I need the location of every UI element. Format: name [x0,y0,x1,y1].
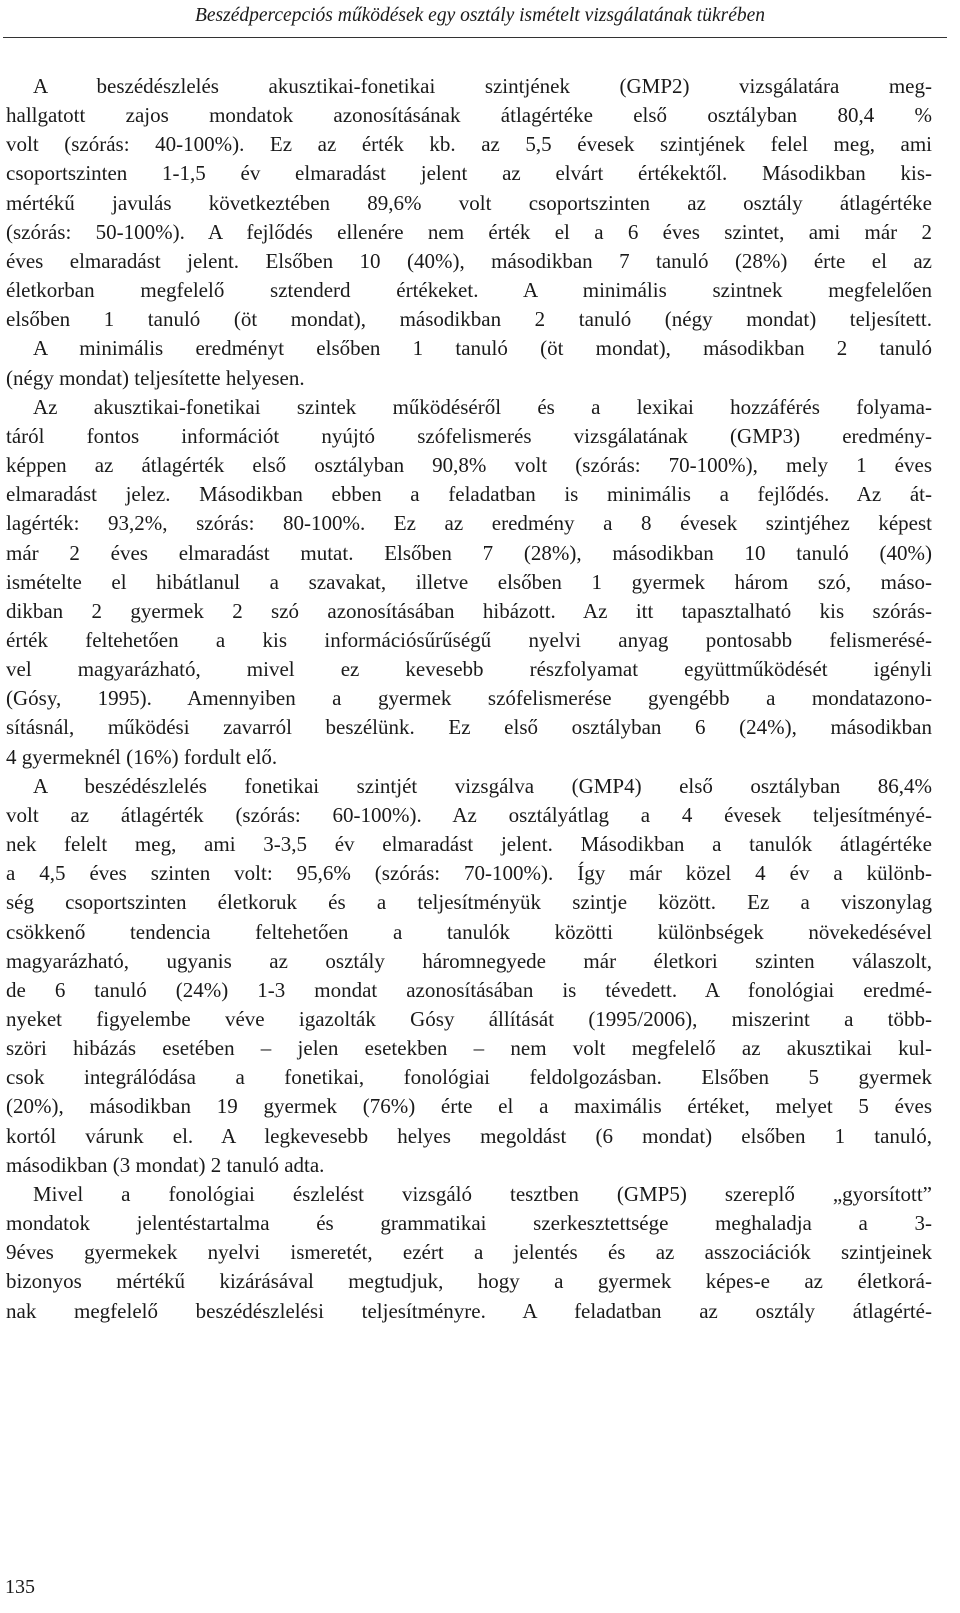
text-line: ség csoportszinten életkoruk és a teljesítményük szintje között. Ez a viszonylag [6,890,932,915]
text-line: ismételte el hibátlanul a szavakat, illetve elsőben 1 gyermek három szó, máso- [6,569,932,594]
text-line: dikban 2 gyermek 2 szó azonosításában hibázott. Az itt tapasztalható kis szórás- [6,598,932,623]
text-line: bizonyos mértékű kizárásával megtudjuk, hogy a gyermek képes-e az életkorá- [6,1269,932,1294]
text-line: 9éves gyermekek nyelvi ismeretét, ezért a jelentés és az asszociációk szintjeinek [6,1240,932,1265]
text-line: csok integrálódása a fonetikai, fonológiai feldolgozásban. Elsőben 5 gyermek [6,1065,932,1090]
text-line: A beszédészlelés fonetikai szintjét vizsgálva (GMP4) első osztályban 86,4% [33,773,932,798]
text-line: A beszédészlelés akusztikai-fonetikai szintjének (GMP2) vizsgálatára meg- [33,74,932,98]
text-line: (szórás: 50-100%). A fejlődés ellenére nem érték el a 6 éves szintet, ami már 2 [6,219,932,244]
text-line: másodikban (3 mondat) 2 tanuló adta. [6,1152,325,1177]
text-line: táról fontos információt nyújtó szófelismerés vizsgálatának (GMP3) eredmény- [6,423,932,448]
text-line: képpen az átlagérték első osztályban 90,8% volt (szórás: 70-100%), mely 1 éves [6,453,932,478]
body-text [6,72,932,1326]
text-line: 4 gyermeknél (16%) fordult elő. [6,744,278,769]
text-line: csökkenő tendencia feltehetően a tanulók közötti különbségek növekedésével [6,919,932,944]
text-line: vel magyarázható, mivel ez kevesebb részfolyamat együttműködését igényli [6,657,932,682]
running-header: Beszédpercepciós működések egy osztály ismételt vizsgálatának tükrében [194,5,766,26]
text-line: volt (szórás: 40-100%). Ez az érték kb. az 5,5 évesek szintjének felel meg, ami [6,132,932,157]
text-line: szöri hibázás esetében – jelen esetekben – nem volt megfelelő az akusztikai kul- [6,1036,932,1061]
page-number: 135 [5,1576,35,1598]
text-line: érték feltehetően a kis információsűrűségű nyelvi anyag pontosabb felismerésé- [6,627,932,652]
text-line: volt az átlagérték (szórás: 60-100%). Az osztályátlag a 4 évesek teljesítményé- [6,802,932,827]
header-divider [3,37,947,38]
text-line: magyarázható, ugyanis az osztály háromnegyede már életkori szinten válaszolt, [6,948,932,973]
text-line: a 4,5 éves szinten volt: 95,6% (szórás: 70-100%). Így már közel 4 év a különb- [6,861,932,886]
text-line: már 2 éves elmaradást mutat. Elsőben 7 (28%), másodikban 10 tanuló (40%) [6,540,932,565]
text-line: kortól várunk el. A legkevesebb helyes megoldást (6 mondat) elsőben 1 tanuló, [6,1123,932,1148]
text-line: lagérték: 93,2%, szórás: 80-100%. Ez az eredmény a 8 évesek szintjéhez képest [6,511,932,536]
text-line: (négy mondat) teljesítette helyesen. [6,365,305,390]
text-line: hallgatott zajos mondatok azonosításának átlagértéke első osztályban 80,4 % [6,103,932,128]
text-line: nyeket figyelembe véve igazolták Gósy állítását (1995/2006), miszerint a több- [6,1007,932,1031]
text-line: éves elmaradást jelent. Elsőben 10 (40%), másodikban 7 tanuló (28%) érte el az [6,248,932,273]
text-line: (20%), másodikban 19 gyermek (76%) érte el a maximális értéket, melyet 5 éves [6,1094,932,1119]
text-line: mondatok jelentéstartalma és grammatikai szerkesztettsége meghaladja a 3- [6,1211,932,1236]
text-line: nak megfelelő beszédészlelési teljesítményre. A feladatban az osztály átlagérté- [6,1298,932,1323]
text-line: csoportszinten 1-1,5 év elmaradást jelent az elvárt értékektől. Másodikban kis- [6,161,932,186]
text-line: elsőben 1 tanuló (öt mondat), másodikban 2 tanuló (négy mondat) teljesített. [6,307,932,332]
text-line: elmaradást jelez. Másodikban ebben a feladatban is minimális a fejlődés. Az át- [6,482,932,507]
text-line: Mivel a fonológiai észlelést vizsgáló tesztben (GMP5) szereplő „gyorsított” [33,1181,932,1206]
text-line: A minimális eredményt elsőben 1 tanuló (öt mondat), másodikban 2 tanuló [33,336,932,361]
text-line: életkorban megfelelő sztenderd értékeket. A minimális szintnek megfelelően [6,278,932,303]
text-line: (Gósy, 1995). Amennyiben a gyermek szófelismerése gyengébb a mondatazono- [6,686,932,711]
text-line: sításnál, működési zavarról beszélünk. Ez első osztályban 6 (24%), másodikban [6,715,932,740]
text-line: de 6 tanuló (24%) 1-3 mondat azonosításában is tévedett. A fonológiai eredmé- [6,977,932,1002]
text-line: nek felelt meg, ami 3-3,5 év elmaradást jelent. Másodikban a tanulók átlagértéke [6,832,932,857]
text-line: mértékű javulás következtében 89,6% volt csoportszinten az osztály átlagértéke [6,190,932,215]
text-line: Az akusztikai-fonetikai szintek működéséről és a lexikai hozzáférés folyama- [33,394,932,419]
